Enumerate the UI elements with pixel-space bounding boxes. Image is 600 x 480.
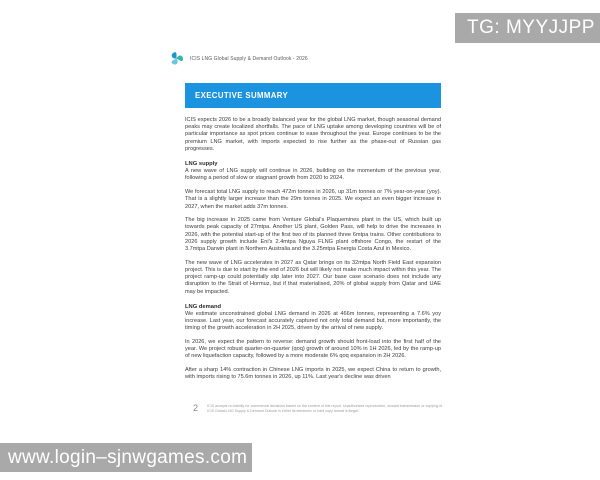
executive-summary-banner <box>185 83 441 108</box>
document-body <box>185 117 441 388</box>
paragraph-demand-2: In 2026, we expect the pattern to reverse: demand growth should front-load into the first half of the year. We project robust quarter-on-quarter (qoq) growth of around 10% in 1H 2026, led by the ramp-up of new liquefaction capacity, followed by a more moderate 6% qoq expansion in 2H 2026. <box>185 339 441 360</box>
watermark-url-badge: www.login–sjnwgames.com <box>0 443 252 472</box>
paragraph-demand-1: We estimate unconstrained global LNG demand in 2026 at 466m tonnes, representing a 7.6% yoy increase. Last year, our forecast accurately captured not only total demand but, more importantly, the timing of the growth acceleration in 2H 2025, driven by the arrival of new supply. <box>185 310 441 332</box>
watermark-telegram-badge: TG: MYYJJPP <box>455 13 600 43</box>
paragraph-supply-3: The big increase in 2025 came from Venture Global's Plaquemines plant in the US, which built up towards peak capacity of 27mtpa. Another US plant, Golden Pass, will help to drive the increases in 2026, with the potential start-up of the first two of its planned three 6mtpa trains. Other contributions to 2026 supply growth include Eni's 2.4mtpa Nguya FLNG plant offshore Congo, the restart of the 3.7mtpa Darwin plant in Northern Australia and the 3.25mtpa Energia Costa Azul in Mexico. <box>185 217 441 253</box>
document-footer <box>193 404 443 413</box>
paragraph-supply-4: The new wave of LNG accelerates in 2027 as Qatar brings on its 32mtpa North Field East expansion project. This is due to start by the end of 2026 but will likely not make much impact within this year. The project ramp-up could potentially slip later into 2027. Our base case scenario does not include any disruption to the Strait of Hormuz, but if that materialised, 20% of global supply from Qatar and UAE may be impacted. <box>185 259 441 295</box>
footer-disclaimer: ICIS accepts no liability for commercial decisions based on the content of this report. Unauthorised reproduction, onward transmission or copying of ICIS Global LNG Supply & Demand Outlook in either its electronic or hard copy format is illegal. <box>207 404 443 413</box>
section-heading-lng-supply: LNG supply <box>185 161 218 168</box>
banner-label: EXECUTIVE SUMMARY <box>195 91 289 100</box>
paragraph-demand-3: After a sharp 14% contraction in Chinese LNG imports in 2025, we expect China to return to growth, with imports rising to 75.6m tonnes in 2026, up 11%. Last year's decline was driven <box>185 367 441 381</box>
icis-logo-icon <box>169 51 184 66</box>
intro-paragraph: ICIS expects 2026 to be a broadly balanced year for the global LNG market, though seasonal demand peaks may create localized shortfalls. The pace of LNG uptake among developing countries will be of particular importance as spot prices continue to ease throughout the year. Europe continues to be the premium LNG market, with imports expected to rise further as the phase-out of Russian gas progresses. <box>185 117 441 152</box>
document-title: ICIS LNG Global Supply & Demand Outlook - 2026 <box>190 55 308 62</box>
document-header <box>169 51 308 66</box>
paragraph-supply-2: We forecast total LNG supply to reach 472m tonnes in 2026, up 31m tonnes or 7% year-on-year (yoy). That is a slightly larger increase than the 29m tonnes in 2025. We expect an even bigger increase in 2027, when the market adds 37m tonnes. <box>185 189 441 210</box>
page-number: 2 <box>193 403 199 413</box>
section-heading-lng-demand: LNG demand <box>185 303 222 310</box>
paragraph-supply-1: A new wave of LNG supply will continue in 2026, building on the momentum of the previous year, following a period of slow or stagnant growth from 2020 to 2024. <box>185 168 441 182</box>
